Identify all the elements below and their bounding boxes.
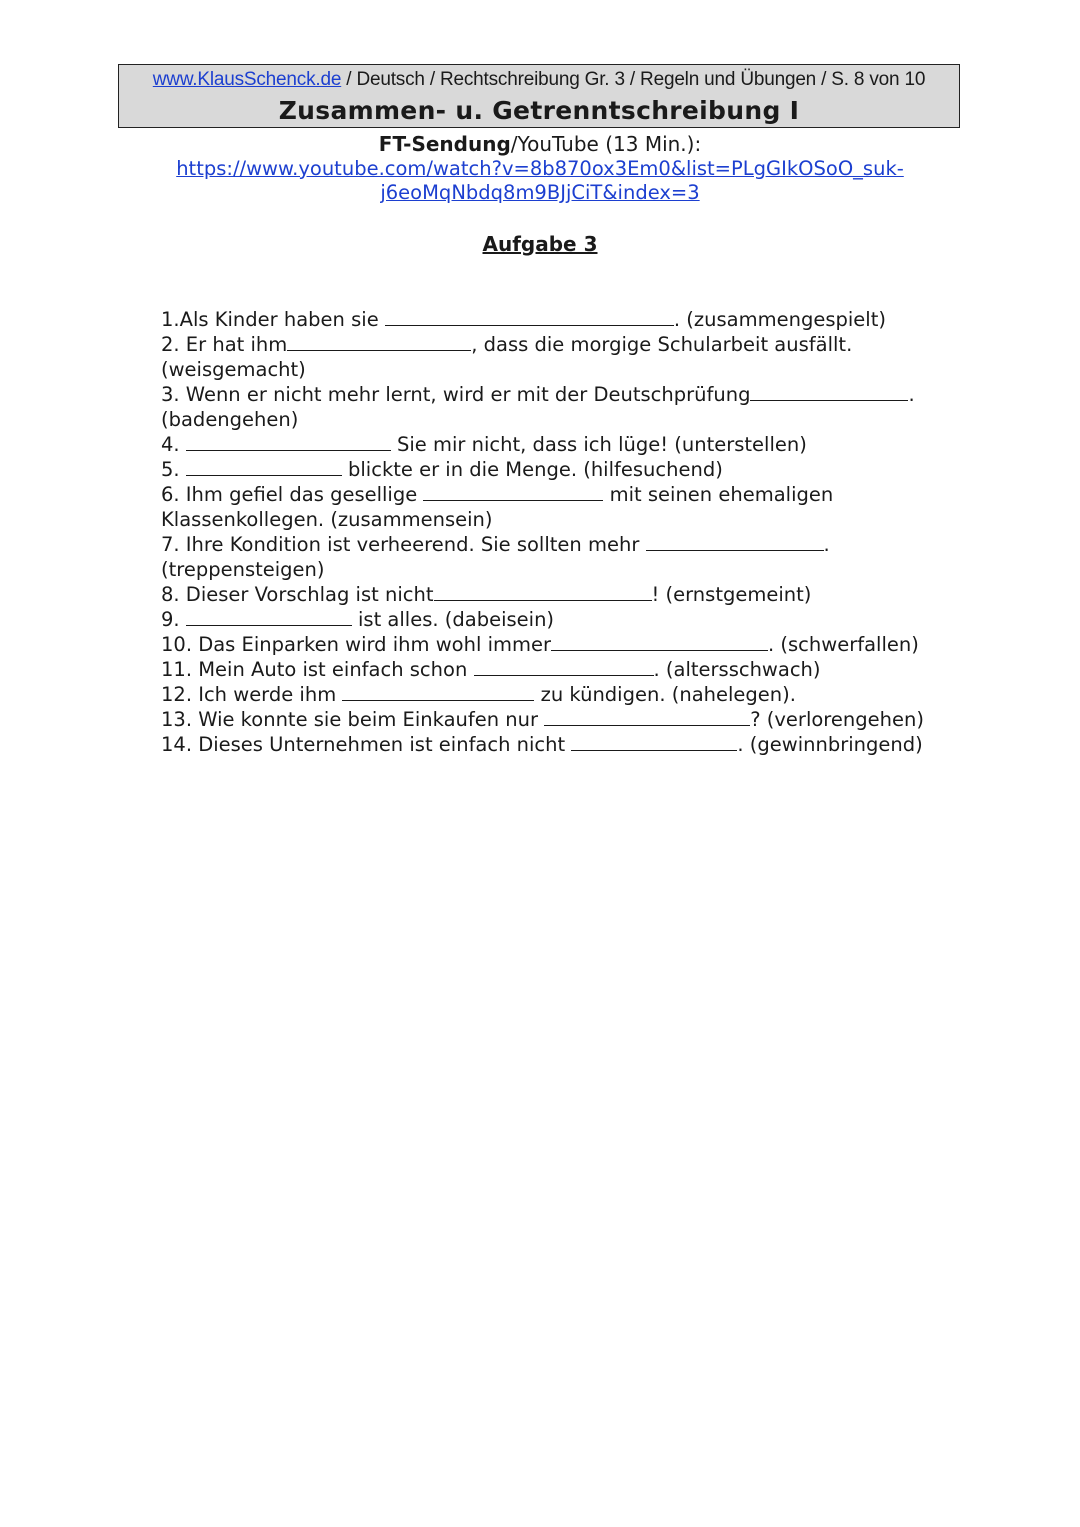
exercise-line-6 [161, 432, 951, 457]
exercise-line-5 [161, 407, 951, 432]
line-text-b: . (gewinnbringend) [737, 733, 923, 756]
exercise-line-12 [161, 582, 951, 607]
line-text-b: , dass die morgige Schularbeit ausfällt. [471, 333, 853, 356]
exercise-line-16 [161, 682, 951, 707]
video-label-rest: /YouTube (13 Min.): [510, 132, 702, 156]
line-text-a: 11. Mein Auto ist einfach schon [161, 658, 474, 681]
line-text-a: 9. [161, 608, 186, 631]
line-text-b: . (zusammengespielt) [673, 308, 886, 331]
line-text-a: 8. Dieser Vorschlag ist nicht [161, 583, 434, 606]
line-text-b: . (schwerfallen) [768, 633, 919, 656]
answer-blank[interactable] [287, 332, 471, 351]
line-text-a: 1.Als Kinder haben sie [161, 308, 385, 331]
answer-blank[interactable] [544, 707, 750, 726]
breadcrumb-path: / Deutsch / Rechtschreibung Gr. 3 / Regeln und Übungen / S. 8 von 10 [341, 69, 926, 90]
exercise-line-1 [161, 307, 951, 332]
video-url-line-1[interactable]: https://www.youtube.com/watch?v=8b870ox3Em0&list=PLgGIkOSoO_suk- [176, 157, 904, 180]
answer-blank[interactable] [474, 657, 654, 676]
answer-blank[interactable] [423, 482, 603, 501]
answer-blank[interactable] [186, 607, 352, 626]
video-url-line-2[interactable]: j6eoMqNbdq8m9BJjCiT&index=3 [380, 181, 700, 204]
exercise-line-4 [161, 382, 951, 407]
header-breadcrumb [119, 69, 959, 91]
line-text-a: 12. Ich werde ihm [161, 683, 343, 706]
exercise-line-9 [161, 507, 951, 532]
answer-blank[interactable] [186, 457, 342, 476]
exercise-line-18 [161, 732, 951, 757]
line-text-b: . (altersschwach) [653, 658, 821, 681]
line-text-a: 14. Dieses Unternehmen ist einfach nicht [161, 733, 572, 756]
exercise-line-7 [161, 457, 951, 482]
line-text-b: ist alles. (dabeisein) [351, 608, 555, 631]
exercise-line-10 [161, 532, 951, 557]
answer-blank[interactable] [551, 632, 768, 651]
line-text-a: 10. Das Einparken wird ihm wohl immer [161, 633, 551, 656]
line-text-b: . [908, 383, 915, 406]
line-text-a: (treppensteigen) [161, 558, 325, 581]
exercise-list [161, 307, 951, 757]
line-text-a: Klassenkollegen. (zusammensein) [161, 508, 493, 531]
line-text-a: 7. Ihre Kondition ist verheerend. Sie sollten mehr [161, 533, 646, 556]
answer-blank[interactable] [385, 307, 674, 326]
answer-blank[interactable] [434, 582, 652, 601]
line-text-b: zu kündigen. (nahelegen). [534, 683, 796, 706]
exercise-line-13 [161, 607, 951, 632]
line-text-a: 5. [161, 458, 186, 481]
line-text-a: 2. Er hat ihm [161, 333, 288, 356]
answer-blank[interactable] [186, 432, 391, 451]
line-text-a: 4. [161, 433, 186, 456]
answer-blank[interactable] [750, 382, 908, 401]
line-text-b: blickte er in die Menge. (hilfesuchend) [341, 458, 723, 481]
task-title: Aufgabe 3 [482, 232, 598, 256]
exercise-line-2 [161, 332, 951, 357]
line-text-a: (weisgemacht) [161, 358, 306, 381]
answer-blank[interactable] [342, 682, 534, 701]
header-box [118, 64, 960, 128]
line-text-b: Sie mir nicht, dass ich lüge! (unterstellen) [390, 433, 807, 456]
exercise-line-8 [161, 482, 951, 507]
line-text-b: mit seinen ehemaligen [603, 483, 834, 506]
line-text-a: 3. Wenn er nicht mehr lernt, wird er mit der Deutschprüfung [161, 383, 751, 406]
line-text-a: 6. Ihm gefiel das gesellige [161, 483, 424, 506]
line-text-b: ? (verlorengehen) [750, 708, 924, 731]
exercise-line-3 [161, 357, 951, 382]
answer-blank[interactable] [646, 532, 824, 551]
video-label [0, 132, 1080, 156]
exercise-line-17 [161, 707, 951, 732]
page-title: Zusammen- u. Getrenntschreibung I [278, 96, 800, 125]
line-text-b: ! (ernstgemeint) [651, 583, 812, 606]
line-text-a: (badengehen) [161, 408, 299, 431]
exercise-line-11 [161, 557, 951, 582]
exercise-line-14 [161, 632, 951, 657]
video-label-bold: FT-Sendung [378, 132, 511, 156]
site-link[interactable]: www.KlausSchenck.de [152, 69, 342, 90]
line-text-b: . [823, 533, 830, 556]
line-text-a: 13. Wie konnte sie beim Einkaufen nur [161, 708, 545, 731]
exercise-line-15 [161, 657, 951, 682]
answer-blank[interactable] [571, 732, 737, 751]
